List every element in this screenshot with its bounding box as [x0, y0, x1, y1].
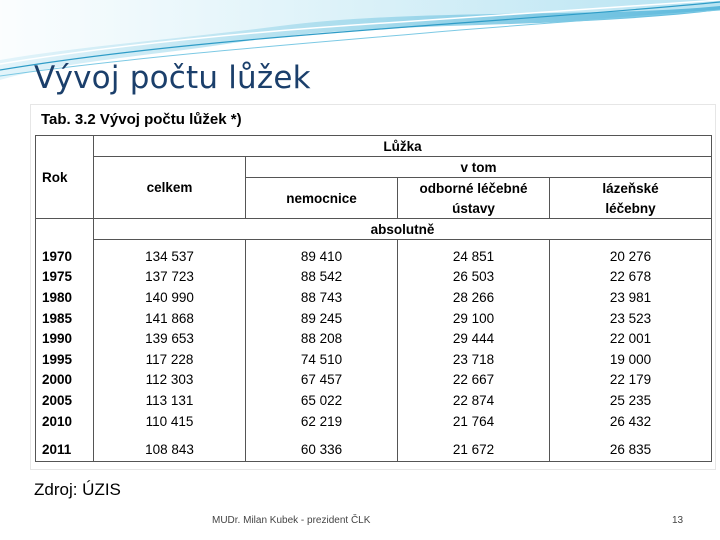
cell-rok: 2000	[36, 370, 94, 391]
cell-rok: 1975	[36, 267, 94, 288]
table-row	[36, 349, 712, 370]
cell-rok: 2010	[36, 411, 94, 432]
table-caption: Tab. 3.2 Vývoj počtu lůžek *)	[41, 111, 242, 128]
cell-odborne: 24 851	[398, 246, 550, 267]
cell-celkem: 137 723	[94, 267, 246, 288]
table-row	[36, 390, 712, 411]
cell-lazenske: 22 179	[550, 370, 712, 391]
footer-author: MUDr. Milan Kubek - prezident ČLK	[212, 515, 371, 526]
header-rok: Rok	[36, 136, 94, 219]
cell-rok: 1970	[36, 246, 94, 267]
cell-lazenske: 19 000	[550, 349, 712, 370]
header-rok-spacer	[36, 219, 94, 240]
cell-odborne: 21 672	[398, 437, 550, 462]
table-row	[36, 246, 712, 267]
cell-odborne: 22 667	[398, 370, 550, 391]
cell-nemocnice: 88 208	[246, 328, 398, 349]
table-row	[36, 287, 712, 308]
table-row	[36, 308, 712, 329]
header-celkem: celkem	[94, 157, 246, 219]
cell-celkem: 108 843	[94, 437, 246, 462]
header-nemocnice: nemocnice	[246, 178, 398, 219]
cell-lazenske: 22 001	[550, 328, 712, 349]
cell-lazenske: 20 276	[550, 246, 712, 267]
cell-odborne: 23 718	[398, 349, 550, 370]
cell-odborne: 28 266	[398, 287, 550, 308]
table-row	[36, 328, 712, 349]
header-v-tom: v tom	[246, 157, 712, 178]
cell-nemocnice: 60 336	[246, 437, 398, 462]
cell-odborne: 26 503	[398, 267, 550, 288]
cell-odborne: 22 874	[398, 390, 550, 411]
cell-rok: 1985	[36, 308, 94, 329]
cell-nemocnice: 62 219	[246, 411, 398, 432]
cell-rok: 1995	[36, 349, 94, 370]
cell-nemocnice: 89 245	[246, 308, 398, 329]
cell-celkem: 140 990	[94, 287, 246, 308]
cell-nemocnice: 88 542	[246, 267, 398, 288]
table-row	[36, 411, 712, 432]
header-absolutne: absolutně	[94, 219, 712, 240]
cell-rok: 1990	[36, 328, 94, 349]
cell-nemocnice: 65 022	[246, 390, 398, 411]
page-number: 13	[672, 515, 684, 526]
bed-count-table	[35, 135, 712, 462]
slide-title: Vývoj počtu lůžek	[34, 60, 311, 96]
header-lazenske: lázeňské	[550, 178, 712, 199]
source-note: Zdroj: ÚZIS	[34, 480, 121, 499]
cell-lazenske: 26 835	[550, 437, 712, 462]
cell-celkem: 141 868	[94, 308, 246, 329]
cell-rok: 1980	[36, 287, 94, 308]
header-odborne: odborné léčebné	[398, 178, 550, 199]
cell-celkem: 139 653	[94, 328, 246, 349]
cell-lazenske: 23 523	[550, 308, 712, 329]
cell-rok: 2005	[36, 390, 94, 411]
header-ustavy: ústavy	[398, 198, 550, 219]
cell-rok: 2011	[36, 437, 94, 462]
cell-lazenske: 25 235	[550, 390, 712, 411]
cell-celkem: 112 303	[94, 370, 246, 391]
cell-celkem: 134 537	[94, 246, 246, 267]
cell-celkem: 110 415	[94, 411, 246, 432]
cell-lazenske: 22 678	[550, 267, 712, 288]
table-row	[36, 370, 712, 391]
cell-celkem: 113 131	[94, 390, 246, 411]
cell-nemocnice: 88 743	[246, 287, 398, 308]
cell-lazenske: 26 432	[550, 411, 712, 432]
cell-nemocnice: 74 510	[246, 349, 398, 370]
cell-nemocnice: 89 410	[246, 246, 398, 267]
cell-nemocnice: 67 457	[246, 370, 398, 391]
cell-odborne: 29 100	[398, 308, 550, 329]
header-luzka: Lůžka	[94, 136, 712, 157]
cell-odborne: 29 444	[398, 328, 550, 349]
cell-odborne: 21 764	[398, 411, 550, 432]
table-figure	[30, 104, 716, 470]
cell-lazenske: 23 981	[550, 287, 712, 308]
header-lecebny: léčebny	[550, 198, 712, 219]
cell-celkem: 117 228	[94, 349, 246, 370]
table-row	[36, 267, 712, 288]
table-row	[36, 437, 712, 462]
